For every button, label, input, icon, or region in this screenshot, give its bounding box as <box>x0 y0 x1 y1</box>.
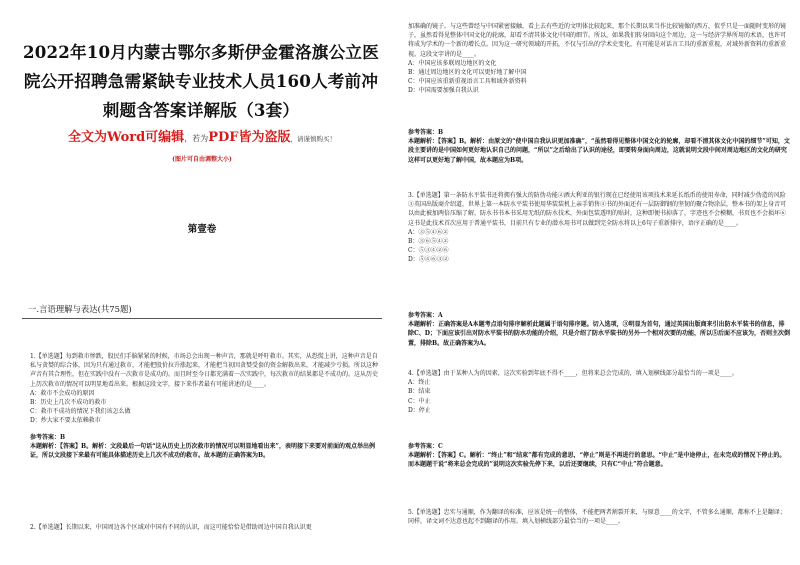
question-2-continued <box>408 22 790 96</box>
question-2 <box>30 523 382 532</box>
option-d: D：中国需要加强自我认识 <box>408 87 479 95</box>
left-column <box>0 0 398 565</box>
option-a: A：终止 <box>408 379 431 387</box>
option-a: A：中国应该多联周边地区的文化 <box>408 59 497 67</box>
section-heading: 一.言语理解与表达(共75题) <box>28 304 132 314</box>
answer-3 <box>408 311 790 348</box>
question-stem: 3.【单选题】第一条防水平装书还将拥有强大的防伪功能②洒大利亚的银行现在已经使用该项技术来延长纸币的使用寿命，同时减少伪造的风险③英国出版商介绍道，世界上第一本防水平装书使用华装装机上亲手销售④书的外面还有一层防御钢的坚韧的聚合物涂层，整本书的架上身音可以由此被加两倍压缩了解，防水书书本书采用无纸的防水技术，外面包装透明的贴封，这种即便书掉落了，字迹也不会模糊，书页也不会损坏⑥这书是此技术首次应用于普通平装书，目前只有专业的潜水用书可以做到完全防水将以上6句子重新排序，语序正确的是____。 <box>408 192 787 227</box>
option-b: B：结束 <box>408 388 431 396</box>
banner-pdf-warning: PDF皆为盗版 <box>208 130 291 145</box>
option-d: D：炒大家不要太依赖救市 <box>30 417 101 425</box>
answer-4 <box>408 442 790 470</box>
reference-answer: 参考答案：B <box>30 433 66 441</box>
question-1 <box>30 352 382 460</box>
banner-connector: ，若为 <box>184 134 209 143</box>
reference-answer: 参考答案：A <box>408 312 443 319</box>
option-a: A：③⑤④⑥② <box>408 228 449 236</box>
banner-caution: ，请谨慎购买！ <box>290 135 336 143</box>
question-stem: 2.【单选题】长期以来，中国周边各个区域对中国有不同的认识，而这可能恰恰是借助周边中国自我认识更 <box>30 524 312 531</box>
document-title: 2022年10月内蒙古鄂尔多斯伊金霍洛旗公立医院公开招聘急需紧缺专业技术人员160人考前冲刺题含答案详解版（3套） <box>23 42 379 120</box>
answer-explanation: 本题解析：【答案】B。解析：文段最后一句话“这从历史上历次救市的情况可以明显地看出来”，表明接下来要对前面的观点举出例证，所以文段接下来最有可能具体描述历史上几次不成功的救市。故本题的正确答案为B。 <box>30 442 375 460</box>
right-column <box>402 0 794 565</box>
question-4 <box>408 369 790 415</box>
option-c: C：中止 <box>408 397 431 405</box>
question-stem: 4.【单选题】由于某种人为的因素，这次实验到年底不得不____，但将来总会完成的，填入划横线部分最恰当的一项是____。 <box>408 370 738 377</box>
question-5 <box>408 508 790 526</box>
question-stem: 5.【单选题】忠实与通顺，作为翻译的标准，应该是统一的整体，不能把两者割裂开来，与原意____的文字，不管多么通顺，都称不上是翻译；同样，译文词不达意也起不到翻译的作用。填入划横线部分最恰当的一项是____。 <box>408 509 786 526</box>
answer-2 <box>408 128 790 165</box>
option-b: B：历史上几次不成功的救市 <box>30 399 107 407</box>
reference-answer: 参考答案：B <box>408 129 444 136</box>
answer-explanation: 本题解析：【答案】B。解析：由原文的“使中国自我认识更加准确”，“虽然看得见整体中国文化的轮廓，却看不清其体文化中国的细节”可知，文段主要讲的是中国如何更好地认识自己的问题，“所以”之后给出了认识的途径，即要转身面向周边，这就说明文段中间对周边地区的文化的研究这样可以更好地了解中国，故本题应为B项。 <box>408 138 790 164</box>
question-stem: 1.【单选题】每到救市惨跌，股民们手脑紧紧的时候，市场总会出现一种声音，那就是呼吁救市。其实，从恐慌上讲，这种声音是自私与贪婪的综合体，因为只有通过救市，才能把股价拉升涨起来，才能把当初因贪婪受套的资金解救出来，才能减少亏损。所以这种声音有其合理性，但在实践中没有一次救市是成功的。而且时至今日都充满着一次实践中，每次救市的结果都是不成功的。这从历史上历次救市的情况可以明显地看出来。根据这段文字，接下来作者最有可能讲述的是____。 <box>30 353 379 388</box>
option-c: C：救市不成功的情况下我们该怎么做 <box>30 408 131 416</box>
reference-answer: 参考答案：C <box>408 443 443 450</box>
volume-heading: 第壹卷 <box>187 224 217 235</box>
banner-word-editable: 全文为Word可编辑 <box>68 130 185 145</box>
question-3 <box>408 191 790 265</box>
option-d: D：⑤④⑥③② <box>408 256 449 264</box>
option-c: C：中国应该重新重视语言工具和域外新资料 <box>408 78 527 86</box>
image-resize-tip: (图片可自由调整大小) <box>172 156 232 163</box>
option-c: C：⑤③④②⑥ <box>408 247 449 255</box>
answer-explanation: 本题解析：正确答案是A本题考点语句排序解析此题属于语句排序题。切入选项，③明显为首句，通过英国出版商来引出防水平装书的信息，排除C、D；下面应该引出对防水平装书的防水功能的介绍，只是介绍了防水平装书的另外一个相对次要的功能，所以⑤后面不应该为，否则主次倒置，排除B。故正确答案为A。 <box>408 321 790 347</box>
option-b: B：③⑥⑤④② <box>408 238 449 246</box>
option-a: A：救市不会成功的原因 <box>30 389 95 397</box>
section-divider <box>22 318 382 319</box>
option-d: D：停止 <box>408 406 431 414</box>
answer-explanation: 本题解析：【答案】C。解析：“终止”和“结束”都有完成的意思，“停止”则是不再进行的意思。“中止”是中途停止，在未完成的情况下停止的。而本题题干说“将来总会完成的”说明这次实验先停下来，以后还要继续，只有C“中止”符合题意。 <box>408 452 786 469</box>
question-stem: 加准确的镜子。与这些曾经与中国紧密接触，看上去有些近的文明体比较起来，那个长期以来当作比较镜像的西方，似乎只是一面随时变形的镜子，虽然看得见整体中国文化的轮廓，却看不清其体文化中国的细节。所以，如果我们转身回向这个周边，这一与经济学界所用的术语，也许可将成为学术的一个新的增长点。因为这一研究领域的开拓，不仅与引出的学术史变化，有可能是对话言工具的重新重视，对域外新资料的重新重视。这段文字讲的是____。 <box>408 23 787 58</box>
copyright-banner <box>22 126 382 145</box>
option-b: B：通过周边地区的文化可以更好地了解中国 <box>408 69 527 77</box>
